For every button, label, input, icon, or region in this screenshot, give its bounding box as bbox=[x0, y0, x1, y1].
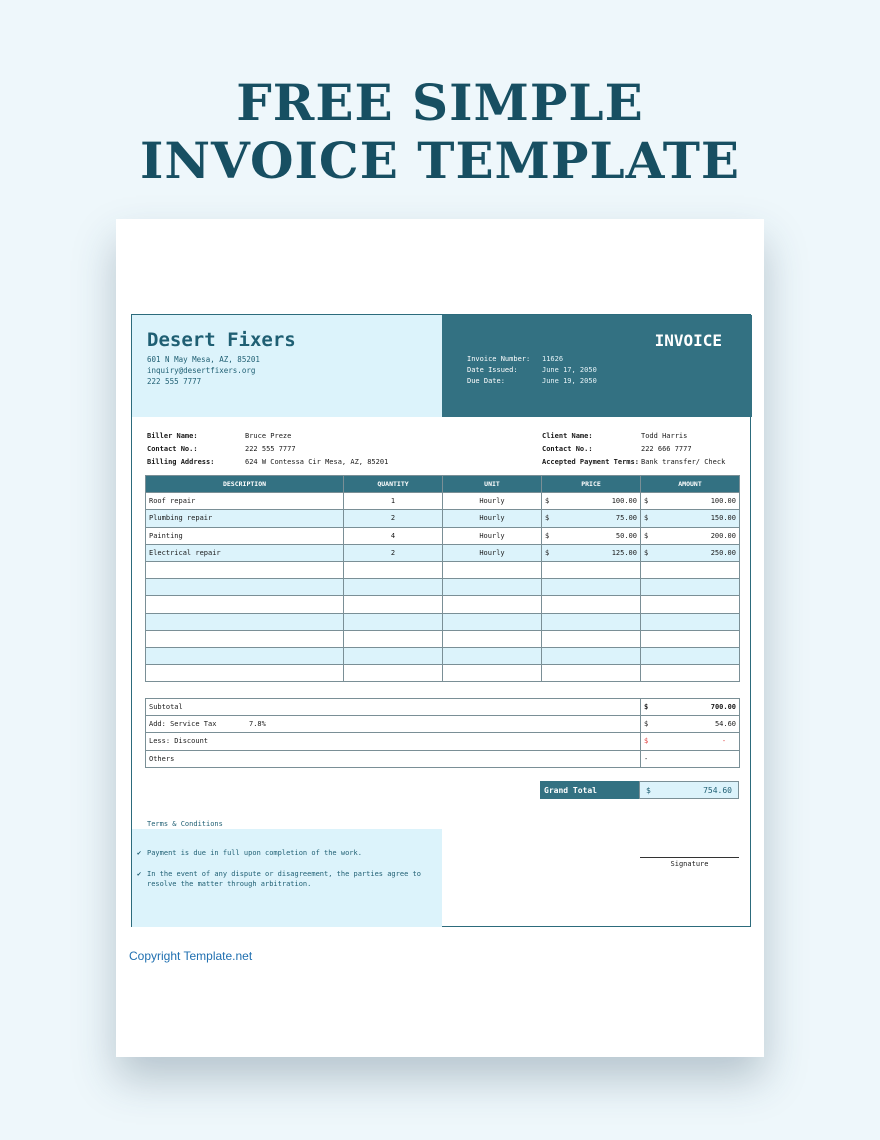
row-description: Plumbing repair bbox=[146, 510, 344, 527]
row-amount bbox=[641, 510, 740, 527]
invoice-number-value: 11626 bbox=[542, 355, 564, 363]
currency-symbol: $ bbox=[644, 737, 649, 746]
currency-symbol: $ bbox=[545, 514, 550, 523]
tax-rate: 7.8% bbox=[249, 720, 266, 729]
currency-symbol: $ bbox=[644, 514, 649, 523]
subtotal-row bbox=[146, 699, 740, 716]
header-quantity: QUANTITY bbox=[344, 476, 443, 493]
date-issued-value: June 17, 2050 bbox=[542, 366, 597, 374]
items-table-header bbox=[146, 476, 740, 493]
subtotal-value: 700.00 bbox=[710, 703, 737, 712]
row-unit: Hourly bbox=[443, 510, 542, 527]
tax-cell bbox=[641, 716, 740, 733]
terms-title: Terms & Conditions bbox=[147, 820, 223, 828]
currency-symbol: $ bbox=[644, 703, 649, 712]
currency-symbol: $ bbox=[644, 548, 649, 557]
table-row-empty bbox=[146, 665, 740, 682]
signature-label: Signature bbox=[670, 860, 709, 868]
currency-symbol: $ bbox=[644, 531, 649, 540]
company-name: Desert Fixers bbox=[147, 329, 296, 351]
amount-value: 100.00 bbox=[710, 497, 736, 506]
price-value: 75.00 bbox=[615, 514, 637, 523]
biller-contact-value: 222 555 7777 bbox=[245, 445, 296, 453]
biller-name-label: Biller Name: bbox=[147, 432, 198, 440]
table-row bbox=[146, 544, 740, 561]
invoice-header bbox=[442, 315, 752, 417]
date-issued-label: Date Issued: bbox=[467, 366, 518, 374]
currency-symbol: $ bbox=[545, 497, 550, 506]
currency-symbol: $ bbox=[545, 548, 550, 557]
header-unit: UNIT bbox=[443, 476, 542, 493]
table-row-empty bbox=[146, 613, 740, 630]
due-date-label: Due Date: bbox=[467, 377, 505, 385]
header-price: PRICE bbox=[542, 476, 641, 493]
invoice-title: INVOICE bbox=[654, 331, 722, 350]
price-value: 125.00 bbox=[611, 548, 637, 557]
row-description: Painting bbox=[146, 527, 344, 544]
copyright-link[interactable]: Copyright Template.net bbox=[129, 949, 253, 963]
client-contact-value: 222 666 7777 bbox=[641, 445, 692, 453]
company-address: 601 N May Mesa, AZ, 85201 bbox=[147, 355, 260, 364]
table-row bbox=[146, 527, 740, 544]
row-quantity: 2 bbox=[344, 544, 443, 561]
subtotal-label: Subtotal bbox=[146, 699, 641, 716]
items-table bbox=[145, 475, 740, 682]
grand-total-cell bbox=[639, 781, 739, 799]
row-amount bbox=[641, 493, 740, 510]
tax-label-cell bbox=[146, 716, 641, 733]
row-quantity: 2 bbox=[344, 510, 443, 527]
biller-contact-label: Contact No.: bbox=[147, 445, 198, 453]
row-price bbox=[542, 527, 641, 544]
client-name-label: Client Name: bbox=[542, 432, 593, 440]
page-title-line-2: INVOICE TEMPLATE bbox=[139, 131, 741, 190]
term-text: In the event of any dispute or disagreement, the parties agree to resolve the matter through arbitration. bbox=[147, 870, 421, 888]
checkmark-icon: ✔ bbox=[137, 849, 142, 857]
page-title-line-1: FREE SIMPLE bbox=[236, 73, 644, 132]
term-item bbox=[137, 870, 437, 889]
table-row-empty bbox=[146, 647, 740, 664]
discount-cell bbox=[641, 733, 740, 750]
billing-address-label: Billing Address: bbox=[147, 458, 215, 466]
others-label: Others bbox=[146, 750, 641, 767]
row-price bbox=[542, 510, 641, 527]
currency-symbol: $ bbox=[545, 531, 550, 540]
client-name-value: Todd Harris bbox=[641, 432, 688, 440]
biller-name-value: Bruce Preze bbox=[245, 432, 292, 440]
discount-value: - bbox=[721, 737, 727, 746]
table-row-empty bbox=[146, 630, 740, 647]
row-unit: Hourly bbox=[443, 544, 542, 561]
table-row-empty bbox=[146, 579, 740, 596]
table-row-empty bbox=[146, 596, 740, 613]
payment-terms-value: Bank transfer/ Check bbox=[641, 458, 726, 466]
currency-symbol: $ bbox=[644, 720, 649, 729]
row-unit: Hourly bbox=[443, 493, 542, 510]
header-amount: AMOUNT bbox=[641, 476, 740, 493]
invoice-paper bbox=[116, 219, 764, 1057]
company-phone: 222 555 7777 bbox=[147, 377, 202, 386]
header-description: DESCRIPTION bbox=[146, 476, 344, 493]
due-date-value: June 19, 2050 bbox=[542, 377, 597, 385]
row-description: Electrical repair bbox=[146, 544, 344, 561]
invoice-document bbox=[131, 314, 751, 927]
payment-terms-label: Accepted Payment Terms: bbox=[542, 458, 639, 466]
table-row bbox=[146, 493, 740, 510]
grand-total-value: 754.60 bbox=[703, 786, 732, 795]
row-unit: Hourly bbox=[443, 527, 542, 544]
discount-row bbox=[146, 733, 740, 750]
invoice-number-label: Invoice Number: bbox=[467, 355, 531, 363]
page-title bbox=[0, 74, 880, 190]
row-price bbox=[542, 493, 641, 510]
subtotal-cell bbox=[641, 699, 740, 716]
amount-value: 250.00 bbox=[710, 548, 736, 557]
term-text: Payment is due in full upon completion of the work. bbox=[147, 849, 362, 857]
billing-address-value: 624 W Contessa Cir Mesa, AZ, 85201 bbox=[245, 458, 389, 466]
signature-line bbox=[640, 857, 739, 858]
grand-total-label: Grand Total bbox=[540, 781, 639, 799]
row-price bbox=[542, 544, 641, 561]
currency-symbol: $ bbox=[644, 497, 649, 506]
table-row-empty bbox=[146, 561, 740, 578]
row-amount bbox=[641, 544, 740, 561]
summary-table bbox=[145, 698, 740, 768]
terms-box bbox=[132, 829, 442, 927]
tax-label: Add: Service Tax bbox=[149, 720, 217, 729]
tax-value: 54.60 bbox=[714, 720, 737, 729]
client-contact-label: Contact No.: bbox=[542, 445, 593, 453]
others-value: - bbox=[644, 754, 649, 763]
row-quantity: 4 bbox=[344, 527, 443, 544]
row-amount bbox=[641, 527, 740, 544]
row-quantity: 1 bbox=[344, 493, 443, 510]
amount-value: 150.00 bbox=[710, 514, 736, 523]
others-cell bbox=[641, 750, 740, 767]
table-row bbox=[146, 510, 740, 527]
price-value: 100.00 bbox=[611, 497, 637, 506]
row-description: Roof repair bbox=[146, 493, 344, 510]
discount-label: Less: Discount bbox=[146, 733, 641, 750]
others-row bbox=[146, 750, 740, 767]
price-value: 50.00 bbox=[615, 531, 637, 540]
currency-symbol: $ bbox=[646, 786, 651, 795]
company-header bbox=[132, 315, 442, 417]
tax-row bbox=[146, 716, 740, 733]
term-item bbox=[137, 849, 437, 859]
company-email: inquiry@desertfixers.org bbox=[147, 366, 256, 375]
checkmark-icon: ✔ bbox=[137, 870, 142, 878]
amount-value: 200.00 bbox=[710, 531, 736, 540]
